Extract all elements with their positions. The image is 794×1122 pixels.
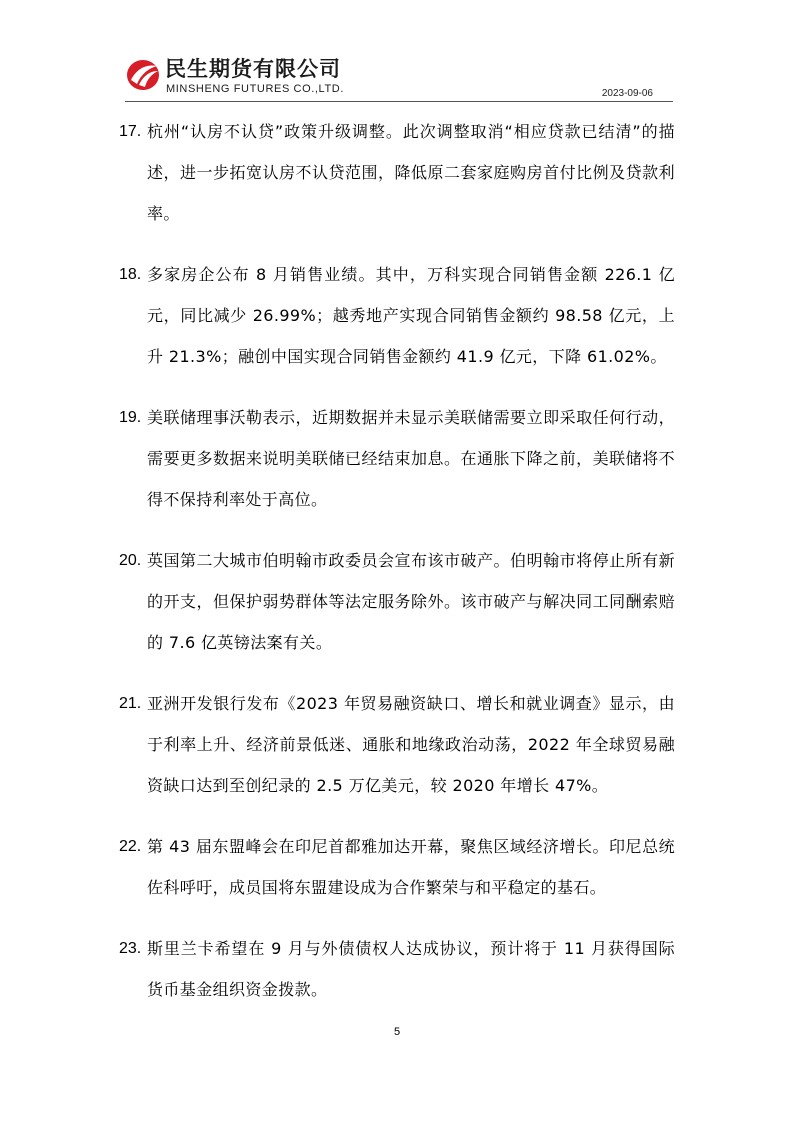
item-text: 斯里兰卡希望在 9 月与外债债权人达成协议，预计将于 11 月获得国际货币基金组织资金拨款。 bbox=[147, 939, 675, 999]
item-number: 19. bbox=[119, 409, 142, 426]
list-item bbox=[119, 397, 675, 520]
page-number: 5 bbox=[393, 1026, 401, 1038]
list-item bbox=[119, 540, 675, 663]
list-item bbox=[119, 683, 675, 806]
item-number: 22. bbox=[119, 838, 142, 855]
item-text: 第 43 届东盟峰会在印尼首都雅加达开幕，聚焦区域经济增长。印尼总统佐科呼吁，成员国将东盟建设成为合作繁荣与和平稳定的基石。 bbox=[147, 837, 675, 897]
item-text: 多家房企公布 8 月销售业绩。其中，万科实现合同销售金额 226.1 亿元，同比减少 26.99%；越秀地产实现合同销售金额约 98.58 亿元，上升 21.3%；融创中国实现合同销售金额约 41.9 亿元，下降 61.02%。 bbox=[147, 265, 675, 366]
company-name-cn: 民生期货有限公司 bbox=[165, 57, 341, 81]
item-number: 18. bbox=[119, 266, 142, 283]
item-number: 17. bbox=[119, 123, 142, 140]
minsheng-logo-icon bbox=[125, 58, 161, 92]
item-text: 杭州“认房不认贷”政策升级调整。此次调整取消“相应贷款已结清”的描述，进一步拓宽认房不认贷范围，降低原二套家庭购房首付比例及贷款利率。 bbox=[147, 122, 675, 223]
news-list bbox=[119, 111, 675, 1030]
item-text: 亚洲开发银行发布《2023 年贸易融资缺口、增长和就业调查》显示，由于利率上升、经济前景低迷、通胀和地缘政治动荡，2022 年全球贸易融资缺口达到至创纪录的 2.5 万亿美元，较 2020 年增长 47%。 bbox=[147, 694, 675, 795]
report-date: 2023-09-06 bbox=[601, 88, 653, 99]
company-name-en: MINSHENG FUTURES CO.,LTD. bbox=[166, 83, 344, 95]
item-text: 美联储理事沃勒表示，近期数据并未显示美联储需要立即采取任何行动，需要更多数据来说明美联储已经结束加息。在通胀下降之前，美联储将不得不保持利率处于高位。 bbox=[147, 408, 675, 509]
list-item bbox=[119, 928, 675, 1010]
header-divider bbox=[125, 101, 673, 102]
list-item bbox=[119, 254, 675, 377]
list-item bbox=[119, 111, 675, 234]
item-number: 21. bbox=[119, 695, 142, 712]
list-item bbox=[119, 826, 675, 908]
page-header bbox=[125, 56, 673, 102]
item-text: 英国第二大城市伯明翰市政委员会宣布该市破产。伯明翰市将停止所有新的开支，但保护弱势群体等法定服务除外。该市破产与解决同工同酬索赔的 7.6 亿英镑法案有关。 bbox=[147, 551, 675, 652]
item-number: 23. bbox=[119, 940, 142, 957]
item-number: 20. bbox=[119, 552, 142, 569]
